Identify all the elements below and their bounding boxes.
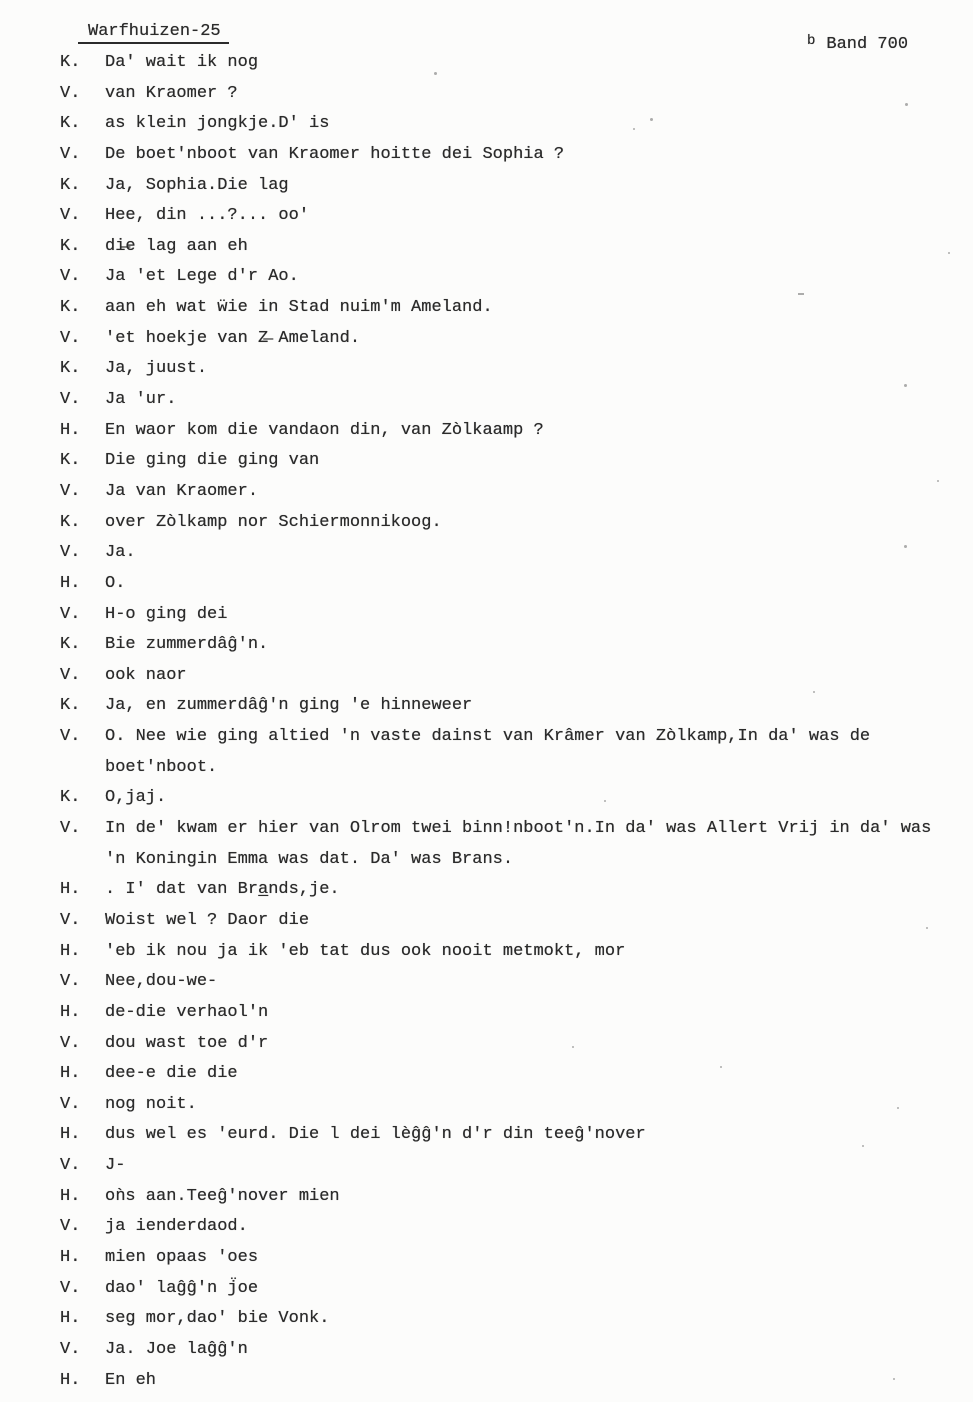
- line-text: oǹs aan.Teeĝ'nover mien: [105, 1186, 340, 1206]
- line-text: De boet'nboot van Kraomer hoitte dei Sophia ?: [105, 144, 565, 164]
- transcript-line: [60, 911, 973, 942]
- transcript-line: [60, 145, 973, 176]
- line-text: dao' laĝĝ'n j̈oe: [105, 1278, 259, 1298]
- speaker-label: K.: [60, 359, 81, 379]
- speaker-label: H.: [60, 1309, 81, 1329]
- speaker-label: H.: [60, 941, 81, 961]
- transcript-line: [60, 543, 973, 574]
- line-text: . I' dat van Bra̲nds,je.: [105, 880, 340, 900]
- line-text: J-: [105, 1156, 126, 1176]
- speaker-label: V.: [60, 1278, 81, 1298]
- band-label-text: Band 700: [826, 35, 909, 54]
- line-text: Nee,dou-we-: [105, 972, 218, 992]
- transcript-line: [60, 329, 973, 360]
- speaker-label: K.: [60, 236, 81, 256]
- speaker-label: H.: [60, 1064, 81, 1084]
- line-text: Ja, Sophia.Die lag: [105, 175, 289, 195]
- transcript-line: [60, 298, 973, 329]
- transcript-line: [60, 942, 973, 973]
- transcript-line: [60, 1309, 973, 1340]
- line-text: nog noit.: [105, 1094, 197, 1114]
- speaker-label: K.: [60, 53, 81, 72]
- speaker-label: V.: [60, 604, 81, 624]
- line-text: as klein jongkje.D' is: [105, 114, 330, 134]
- transcript-line: [60, 1248, 973, 1279]
- transcript-line: [60, 788, 973, 819]
- speaker-label: V.: [60, 1217, 81, 1237]
- transcript-line: [60, 1095, 973, 1126]
- speaker-label: H.: [60, 1186, 81, 1206]
- transcript-line: [60, 1003, 973, 1034]
- line-text: Die ging die ging van: [105, 451, 320, 471]
- line-text: Ja 'ur.: [105, 390, 177, 410]
- line-text: over Zòlkamp nor Schiermonnikoog.: [105, 512, 442, 532]
- speaker-label: V.: [60, 481, 81, 501]
- transcript-line: [60, 176, 973, 207]
- line-text: Hee, din ...?... oo': [105, 206, 310, 226]
- line-text: di̶e lag aan eh: [105, 236, 248, 256]
- transcript-line: [60, 972, 973, 1003]
- speaker-label: V.: [60, 1156, 81, 1176]
- line-text: O,jaj.: [105, 788, 167, 808]
- transcript-line: [60, 206, 973, 237]
- transcript-line: [60, 53, 973, 84]
- transcript-line: [60, 605, 973, 636]
- line-text: En waor kom die vandaon din, van Zòlkaamp ?: [105, 420, 544, 440]
- speaker-label: V.: [60, 328, 81, 348]
- line-text: mien opaas 'oes: [105, 1247, 259, 1267]
- speaker-label: V.: [60, 819, 81, 839]
- speaker-label: V.: [60, 144, 81, 164]
- transcript: [60, 53, 973, 1401]
- transcript-line: [60, 1340, 973, 1371]
- line-text: Ja 'et Lege d'r Ao.: [105, 267, 299, 287]
- line-text: ja ienderdaod.: [105, 1217, 248, 1237]
- transcript-line: [60, 635, 973, 666]
- speaker-label: V.: [60, 1033, 81, 1053]
- transcript-line: [60, 482, 973, 513]
- line-text: O.: [105, 573, 126, 593]
- speaker-label: V.: [60, 665, 81, 685]
- transcript-line: [60, 880, 973, 911]
- speaker-label: K.: [60, 175, 81, 195]
- transcript-line: [60, 513, 973, 544]
- transcript-line: [60, 850, 973, 881]
- line-text: En eh: [105, 1370, 157, 1390]
- line-text: Bie zummerdâĝ'n.: [105, 635, 269, 655]
- speaker-label: V.: [60, 727, 81, 747]
- line-text: van Kraomer ?: [105, 83, 238, 103]
- line-text: Ja, juust.: [105, 359, 208, 379]
- transcript-line: [60, 758, 973, 789]
- line-text: H-o ging dei: [105, 604, 228, 624]
- transcript-line: [60, 1156, 973, 1187]
- transcript-line: [60, 267, 973, 298]
- transcript-line: [60, 1371, 973, 1402]
- speaker-label: V.: [60, 83, 81, 103]
- speaker-label: V.: [60, 972, 81, 992]
- line-text: ook naor: [105, 665, 187, 685]
- speaker-label: H.: [60, 1370, 81, 1390]
- line-text: Ja.: [105, 543, 136, 563]
- transcript-line: [60, 1187, 973, 1218]
- speaker-label: K.: [60, 298, 81, 318]
- line-text: Da' wait ik nog: [105, 53, 259, 72]
- speaker-label: H.: [60, 1125, 81, 1145]
- transcript-line: [60, 84, 973, 115]
- speaker-label: K.: [60, 788, 81, 808]
- speaker-label: K.: [60, 114, 81, 134]
- transcript-line: [60, 1279, 973, 1310]
- transcript-line: [60, 666, 973, 697]
- transcript-line: [60, 574, 973, 605]
- transcript-line: [60, 421, 973, 452]
- speaker-label: H.: [60, 573, 81, 593]
- line-text: dou wast toe d'r: [105, 1033, 269, 1053]
- transcript-line: [60, 1125, 973, 1156]
- transcript-line: [60, 114, 973, 145]
- line-text: Ja, en zummerdâĝ'n ging 'e hinneweer: [105, 696, 473, 716]
- speaker-label: V.: [60, 1094, 81, 1114]
- transcript-line: [60, 819, 973, 850]
- speaker-label: V.: [60, 910, 81, 930]
- line-text: aan eh wat ẅie in Stad nuim'm Ameland.: [105, 298, 493, 318]
- page-title: Warfhuizen-25: [78, 22, 229, 44]
- transcript-line: [60, 359, 973, 390]
- speaker-label: V.: [60, 1339, 81, 1359]
- line-text: seg mor,dao' bie Vonk.: [105, 1309, 330, 1329]
- line-text: Ja. Joe laĝĝ'n: [105, 1339, 248, 1359]
- line-text: boet'nboot.: [105, 757, 218, 777]
- speaker-label: V.: [60, 390, 81, 410]
- line-text: 'n Koningin Emma was dat. Da' was Brans.: [105, 849, 514, 869]
- line-text: In de' kwam er hier van Olrom twei binn!nboot'n.In da' was Allert Vrij in da' was: [105, 819, 932, 839]
- line-text: 'et hoekje van Z̶ Ameland.: [105, 328, 361, 348]
- transcript-line: [60, 1217, 973, 1248]
- speaker-label: H.: [60, 420, 81, 440]
- speaker-label: V.: [60, 267, 81, 287]
- band-label-correction: b: [807, 33, 816, 49]
- transcript-line: [60, 1064, 973, 1095]
- line-text: dus wel es 'eurd. Die l dei lèĝĝ'n d'r din teeĝ'nover: [105, 1125, 646, 1145]
- transcript-line: [60, 451, 973, 482]
- speaker-label: K.: [60, 635, 81, 655]
- speaker-label: H.: [60, 1002, 81, 1022]
- transcript-line: [60, 727, 973, 758]
- transcript-line: [60, 696, 973, 727]
- speaker-label: V.: [60, 543, 81, 563]
- line-text: O. Nee wie ging altied 'n vaste dainst van Krâmer van Zòlkamp,In da' was de: [105, 727, 871, 747]
- speaker-label: [60, 850, 105, 881]
- speaker-label: V.: [60, 206, 81, 226]
- line-text: Woist wel ? Daor die: [105, 910, 310, 930]
- speaker-label: [60, 758, 105, 789]
- line-text: dee-e die die: [105, 1064, 238, 1084]
- speaker-label: K.: [60, 696, 81, 716]
- speaker-label: K.: [60, 512, 81, 532]
- line-text: Ja van Kraomer.: [105, 481, 259, 501]
- transcript-line: [60, 1034, 973, 1065]
- line-text: 'eb ik nou ja ik 'eb tat dus ook nooit metmokt, mor: [105, 941, 626, 961]
- speaker-label: K.: [60, 451, 81, 471]
- transcript-line: [60, 390, 973, 421]
- speaker-label: H.: [60, 880, 81, 900]
- line-text: de-die verhaol'n: [105, 1002, 269, 1022]
- speaker-label: H.: [60, 1247, 81, 1267]
- transcript-line: [60, 237, 973, 268]
